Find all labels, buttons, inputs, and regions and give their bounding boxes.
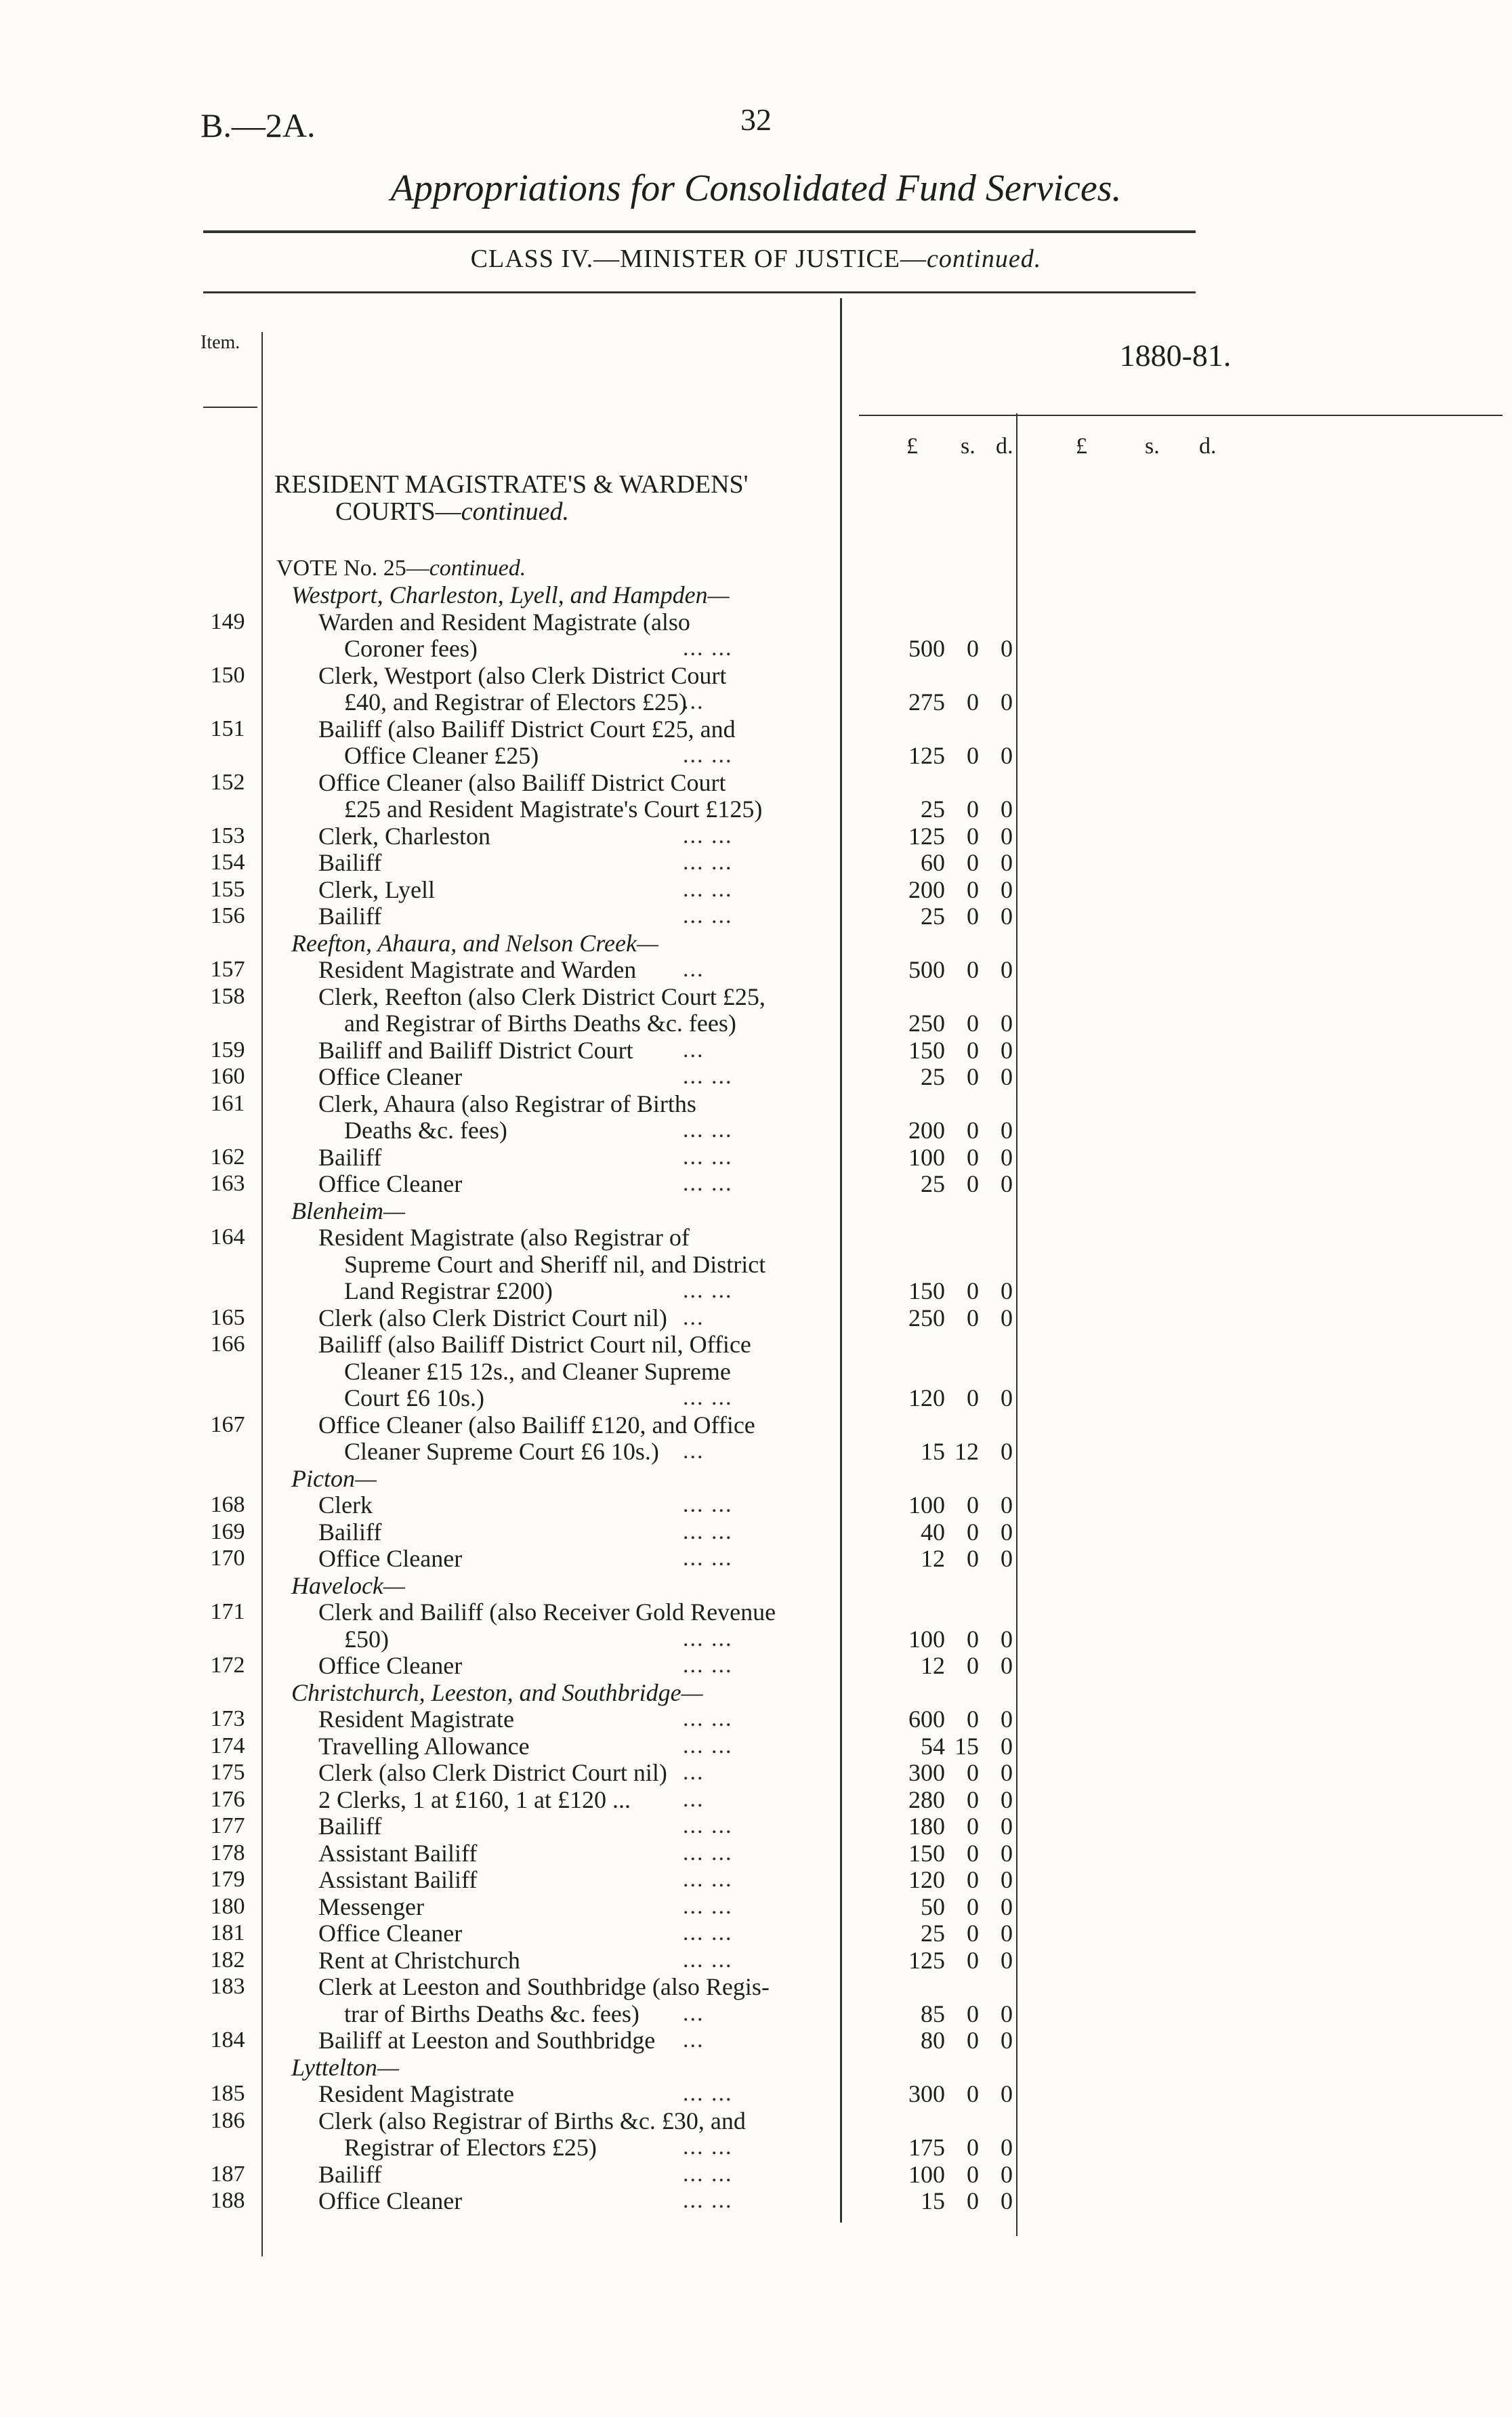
- amount-shillings: 0: [967, 1010, 979, 1037]
- amount-pence: 0: [1001, 2134, 1013, 2161]
- amount-pence: 0: [1001, 1010, 1013, 1037]
- item-description: Office Cleaner: [318, 1920, 463, 1947]
- item-description: Office Cleaner £25): [344, 742, 539, 769]
- amount-pence: 0: [1001, 1920, 1013, 1947]
- amount-pounds: 300: [908, 2080, 945, 2107]
- item-number: 156: [210, 903, 245, 928]
- leader-dots: ... ...: [683, 1519, 733, 1544]
- item-description: Clerk (also Clerk District Court nil): [318, 1304, 667, 1331]
- amount-pence: 0: [1001, 1626, 1013, 1653]
- item-number: 177: [210, 1813, 245, 1838]
- leader-dots: ... ...: [683, 1733, 733, 1758]
- item-number: 159: [210, 1037, 245, 1062]
- item-description: Clerk, Ahaura (also Registrar of Births: [318, 1090, 696, 1117]
- title-rule: [203, 230, 1196, 233]
- amount-shillings: 0: [967, 1519, 979, 1546]
- amount-pence: 0: [1001, 1144, 1013, 1171]
- item-description: Land Registrar £200): [344, 1277, 553, 1304]
- amount-pence: 0: [1001, 1384, 1013, 1411]
- item-description: Resident Magistrate: [318, 2080, 514, 2107]
- amount-pounds: 300: [908, 1759, 945, 1786]
- item-description: Office Cleaner: [318, 1063, 463, 1090]
- item-description: Resident Magistrate and Warden: [318, 956, 637, 983]
- item-description: Bailiff (also Bailiff District Court £25, and: [318, 716, 736, 743]
- amount-shillings: 0: [967, 742, 979, 769]
- amount-shillings: 0: [967, 2027, 979, 2054]
- amount-pounds: 150: [908, 1037, 945, 1064]
- amount-shillings: 0: [967, 1866, 979, 1893]
- item-number: 166: [210, 1331, 245, 1357]
- item-description: Assistant Bailiff: [318, 1840, 478, 1867]
- leader-dots: ...: [683, 689, 705, 714]
- leader-dots: ... ...: [683, 1278, 733, 1303]
- item-description: Clerk and Bailiff (also Receiver Gold Revenue: [318, 1598, 776, 1626]
- leader-dots: ... ...: [683, 2162, 733, 2187]
- item-number: 170: [210, 1546, 245, 1571]
- leader-dots: ... ...: [683, 877, 733, 902]
- class-heading: [0, 244, 1512, 274]
- amount-pence: 0: [1001, 2080, 1013, 2107]
- item-number: 183: [210, 1974, 245, 1999]
- leader-dots: ... ...: [683, 2081, 733, 2106]
- item-description: Court £6 10s.): [344, 1384, 484, 1411]
- amount-pounds: 125: [908, 1947, 945, 1974]
- item-description: trar of Births Deaths &c. fees): [344, 2000, 639, 2027]
- pound-header-1: £: [906, 434, 918, 459]
- amount-shillings: 0: [967, 2080, 979, 2107]
- amount-shillings: 0: [967, 1893, 979, 1920]
- item-description: Bailiff (also Bailiff District Court nil, Office: [318, 1331, 751, 1358]
- amount-shillings: 0: [967, 903, 979, 930]
- amount-pence: 0: [1001, 849, 1013, 876]
- item-description: Supreme Court and Sheriff nil, and District: [344, 1251, 766, 1278]
- item-description: Bailiff: [318, 1144, 382, 1171]
- item-description: £40, and Registrar of Electors £25): [344, 688, 687, 716]
- subsection-heading: Picton—: [291, 1465, 377, 1492]
- leader-dots: ... ...: [683, 1546, 733, 1571]
- section-heading-line2: [274, 498, 749, 525]
- item-description: Clerk, Reefton (also Clerk District Court £25,: [318, 983, 765, 1010]
- amount-shillings: 0: [967, 1491, 979, 1519]
- vote-heading: [276, 556, 526, 581]
- amount-pounds: 80: [921, 2027, 945, 2054]
- item-number: 167: [210, 1412, 245, 1437]
- item-number: 180: [210, 1894, 245, 1919]
- item-description: £50): [344, 1626, 389, 1653]
- amount-pence: 0: [1001, 1893, 1013, 1920]
- item-number: 165: [210, 1305, 245, 1330]
- amount-shillings: 15: [954, 1733, 979, 1760]
- amount-pence: 0: [1001, 1277, 1013, 1304]
- item-description: Bailiff: [318, 849, 382, 876]
- amount-pence: 0: [1001, 823, 1013, 850]
- item-column-header: Item.: [201, 332, 240, 353]
- item-description: Clerk (also Clerk District Court nil): [318, 1759, 667, 1786]
- amount-pence: 0: [1001, 1786, 1013, 1813]
- item-description: Bailiff and Bailiff District Court: [318, 1037, 633, 1064]
- pence-header-1: d.: [996, 434, 1013, 459]
- item-number: 162: [210, 1144, 245, 1170]
- amount-shillings: 0: [967, 1759, 979, 1786]
- amount-pence: 0: [1001, 1037, 1013, 1064]
- subsection-heading: Havelock—: [291, 1572, 405, 1599]
- pence-header-2: d.: [1199, 434, 1217, 459]
- item-description: 2 Clerks, 1 at £160, 1 at £120 ...: [318, 1786, 631, 1813]
- leader-dots: ... ...: [683, 2134, 733, 2160]
- amount-pence: 0: [1001, 1063, 1013, 1090]
- amount-pence: 0: [1001, 742, 1013, 769]
- item-description: Messenger: [318, 1893, 424, 1920]
- amount-shillings: 0: [967, 1144, 979, 1171]
- amount-pence: 0: [1001, 1706, 1013, 1733]
- item-description: Clerk, Westport (also Clerk District Court: [318, 662, 727, 689]
- amount-pounds: 100: [908, 1626, 945, 1653]
- leader-dots: ...: [683, 1037, 705, 1062]
- amount-pence: 0: [1001, 1117, 1013, 1144]
- leader-dots: ...: [683, 2027, 705, 2052]
- amount-pence: 0: [1001, 2161, 1013, 2188]
- amount-pounds: 100: [908, 1144, 945, 1171]
- amount-pounds: 500: [908, 956, 945, 983]
- amount-pounds: 54: [921, 1733, 945, 1760]
- amount-pence: 0: [1001, 1840, 1013, 1867]
- leader-dots: ... ...: [683, 823, 733, 848]
- amount-pence: 0: [1001, 903, 1013, 930]
- item-description: Clerk (also Registrar of Births &c. £30, and: [318, 2107, 746, 2134]
- amount-pence: 0: [1001, 635, 1013, 662]
- section-heading-line1: RESIDENT MAGISTRATE'S & WARDENS': [274, 470, 749, 499]
- amount-pounds: 120: [908, 1384, 945, 1411]
- section-heading: [274, 471, 749, 525]
- item-number: 185: [210, 2081, 245, 2106]
- item-description: Bailiff: [318, 1519, 382, 1546]
- amount-pence: 0: [1001, 956, 1013, 983]
- amount-shillings: 0: [967, 1947, 979, 1974]
- item-number: 158: [210, 984, 245, 1009]
- pound-header-2: £: [1076, 434, 1087, 459]
- amount-pounds: 100: [908, 1491, 945, 1519]
- leader-dots: ...: [683, 1305, 705, 1330]
- leader-dots: ...: [683, 957, 705, 982]
- amount-pence: 0: [1001, 1491, 1013, 1519]
- leader-dots: ... ...: [683, 1867, 733, 1892]
- amount-shillings: 12: [954, 1438, 979, 1465]
- item-number: 187: [210, 2162, 245, 2187]
- item-number: 161: [210, 1091, 245, 1116]
- item-number: 179: [210, 1867, 245, 1892]
- amount-pounds: 180: [908, 1813, 945, 1840]
- amount-shillings: 0: [967, 1786, 979, 1813]
- item-description: Clerk, Charleston: [318, 823, 490, 850]
- item-number: 169: [210, 1519, 245, 1544]
- amount-pence: 0: [1001, 1813, 1013, 1840]
- amount-pounds: 15: [921, 1438, 945, 1465]
- item-description: Warden and Resident Magistrate (also: [318, 608, 690, 636]
- item-number: 168: [210, 1492, 245, 1517]
- subsection-heading: Lyttelton—: [291, 2054, 399, 2081]
- amount-pounds: 25: [921, 1063, 945, 1090]
- amount-pence: 0: [1001, 1170, 1013, 1197]
- amount-pounds: 125: [908, 823, 945, 850]
- amount-pounds: 100: [908, 2161, 945, 2188]
- item-number: 176: [210, 1787, 245, 1812]
- amount-pounds: 280: [908, 1786, 945, 1813]
- amount-pence: 0: [1001, 796, 1013, 823]
- item-number: 153: [210, 823, 245, 848]
- leader-dots: ... ...: [683, 2188, 733, 2213]
- item-description: Bailiff: [318, 1813, 382, 1840]
- amount-shillings: 0: [967, 1170, 979, 1197]
- amount-shillings: 0: [967, 1063, 979, 1090]
- item-number: 171: [210, 1599, 245, 1624]
- item-description: Clerk: [318, 1491, 373, 1519]
- amount-pence: 0: [1001, 1866, 1013, 1893]
- item-description: Bailiff at Leeston and Southbridge: [318, 2027, 656, 2054]
- amount-shillings: 0: [967, 1652, 979, 1679]
- leader-dots: ... ...: [683, 1117, 733, 1142]
- amount-pounds: 600: [908, 1706, 945, 1733]
- shilling-header-1: s.: [961, 434, 975, 459]
- amount-pounds: 150: [908, 1277, 945, 1304]
- amount-pounds: 120: [908, 1866, 945, 1893]
- item-number: 184: [210, 2027, 245, 2052]
- amount-pounds: 250: [908, 1010, 945, 1037]
- amount-shillings: 0: [967, 1304, 979, 1331]
- amount-pence: 0: [1001, 1438, 1013, 1465]
- item-description: Cleaner £15 12s., and Cleaner Supreme: [344, 1358, 731, 1385]
- item-number: 150: [210, 663, 245, 688]
- amount-shillings: 0: [967, 849, 979, 876]
- leader-dots: ... ...: [683, 743, 733, 768]
- page-title: Appropriations for Consolidated Fund Services.: [390, 167, 1122, 209]
- amount-shillings: 0: [967, 635, 979, 662]
- item-description: Office Cleaner (also Bailiff £120, and Office: [318, 1411, 755, 1439]
- amount-shillings: 0: [967, 2187, 979, 2214]
- item-number: 152: [210, 770, 245, 795]
- amount-pence: 0: [1001, 1759, 1013, 1786]
- item-description: Resident Magistrate: [318, 1706, 514, 1733]
- amount-pounds: 125: [908, 742, 945, 769]
- leader-dots: ... ...: [683, 903, 733, 928]
- amount-pounds: 12: [921, 1652, 945, 1679]
- leader-dots: ... ...: [683, 1947, 733, 1972]
- amount-pounds: 25: [921, 796, 945, 823]
- leader-dots: ... ...: [683, 1385, 733, 1410]
- amount-shillings: 0: [967, 1277, 979, 1304]
- item-description: Rent at Christchurch: [318, 1947, 520, 1974]
- amount-pence: 0: [1001, 1519, 1013, 1546]
- amount-pounds: 40: [921, 1519, 945, 1546]
- item-description: Clerk, Lyell: [318, 876, 435, 903]
- amount-shillings: 0: [967, 1626, 979, 1653]
- item-number: 188: [210, 2188, 245, 2213]
- item-description: Bailiff: [318, 903, 382, 930]
- amount-shillings: 0: [967, 2134, 979, 2161]
- amount-pounds: 200: [908, 1117, 945, 1144]
- item-description: Office Cleaner: [318, 2187, 463, 2214]
- class-rule: [203, 291, 1196, 293]
- amount-shillings: 0: [967, 823, 979, 850]
- amount-pence: 0: [1001, 1733, 1013, 1760]
- item-description: £25 and Resident Magistrate's Court £125): [344, 796, 763, 823]
- amount-pence: 0: [1001, 688, 1013, 716]
- document-reference: B.—2A.: [201, 106, 316, 144]
- item-number: 149: [210, 609, 245, 634]
- amount-pence: 0: [1001, 2000, 1013, 2027]
- amount-shillings: 0: [967, 1840, 979, 1867]
- item-number: 178: [210, 1840, 245, 1865]
- item-header-rule: [203, 407, 257, 408]
- amount-pounds: 85: [921, 2000, 945, 2027]
- amount-pounds: 50: [921, 1893, 945, 1920]
- item-description: Travelling Allowance: [318, 1733, 530, 1760]
- item-column-divider: [261, 332, 263, 2256]
- leader-dots: ... ...: [683, 1144, 733, 1170]
- leader-dots: ... ...: [683, 1813, 733, 1838]
- item-description: Assistant Bailiff: [318, 1866, 478, 1893]
- amount-shillings: 0: [967, 2161, 979, 2188]
- amount-shillings: 0: [967, 1117, 979, 1144]
- subsection-heading: Westport, Charleston, Lyell, and Hampden—: [291, 581, 730, 608]
- amount-shillings: 0: [967, 2000, 979, 2027]
- page-number: 32: [740, 102, 772, 137]
- amount-pence: 0: [1001, 2187, 1013, 2214]
- item-description: Office Cleaner: [318, 1652, 463, 1679]
- leader-dots: ... ...: [683, 1706, 733, 1731]
- amount-pence: 0: [1001, 876, 1013, 903]
- amount-pence: 0: [1001, 1545, 1013, 1572]
- leader-dots: ... ...: [683, 1894, 733, 1919]
- item-description: Office Cleaner: [318, 1545, 463, 1572]
- amount-shillings: 0: [967, 1037, 979, 1064]
- subsection-heading: Christchurch, Leeston, and Southbridge—: [291, 1679, 703, 1706]
- item-number: 182: [210, 1947, 245, 1972]
- item-number: 174: [210, 1733, 245, 1758]
- amount-pounds: 500: [908, 635, 945, 662]
- item-number: 155: [210, 877, 245, 902]
- section-heading-line2-main: COURTS—: [335, 497, 461, 526]
- vote-heading-main: VOTE No. 25—: [276, 556, 429, 581]
- item-number: 160: [210, 1064, 245, 1089]
- vote-heading-continued: continued.: [429, 556, 526, 581]
- subsection-heading: Reefton, Ahaura, and Nelson Creek—: [291, 930, 658, 957]
- amount-pounds: 175: [908, 2134, 945, 2161]
- item-number: 151: [210, 716, 245, 741]
- leader-dots: ... ...: [683, 1626, 733, 1651]
- item-number: 186: [210, 2108, 245, 2133]
- amount-pounds: 200: [908, 876, 945, 903]
- leader-dots: ... ...: [683, 1840, 733, 1865]
- amount-pence: 0: [1001, 1947, 1013, 1974]
- leader-dots: ...: [683, 1439, 705, 1464]
- amount-pounds: 275: [908, 688, 945, 716]
- amount-shillings: 0: [967, 1384, 979, 1411]
- leader-dots: ...: [683, 2001, 705, 2026]
- leader-dots: ...: [683, 1760, 705, 1785]
- amount-pounds: 25: [921, 1170, 945, 1197]
- amount-pounds: 12: [921, 1545, 945, 1572]
- item-description: and Registrar of Births Deaths &c. fees): [344, 1010, 736, 1037]
- leader-dots: ... ...: [683, 1492, 733, 1517]
- amount-shillings: 0: [967, 1545, 979, 1572]
- item-number: 164: [210, 1224, 245, 1249]
- leader-dots: ...: [683, 1787, 705, 1812]
- item-number: 173: [210, 1706, 245, 1731]
- amount-shillings: 0: [967, 1706, 979, 1733]
- item-number: 154: [210, 850, 245, 875]
- class-heading-continued: continued.: [926, 245, 1042, 273]
- item-description: Coroner fees): [344, 635, 478, 662]
- item-number: 175: [210, 1760, 245, 1785]
- item-description: Office Cleaner: [318, 1170, 463, 1197]
- item-number: 163: [210, 1171, 245, 1196]
- amount-pounds: 250: [908, 1304, 945, 1331]
- item-description: Resident Magistrate (also Registrar of: [318, 1224, 690, 1251]
- item-description: Office Cleaner (also Bailiff District Court: [318, 769, 726, 796]
- shilling-header-2: s.: [1145, 434, 1160, 459]
- section-heading-continued: continued.: [461, 497, 569, 526]
- leader-dots: ... ...: [683, 1064, 733, 1089]
- leader-dots: ... ...: [683, 1920, 733, 1945]
- item-description: Cleaner Supreme Court £6 10s.): [344, 1438, 659, 1465]
- year-heading: 1880-81.: [1119, 338, 1232, 373]
- first-amount-divider: [1016, 413, 1017, 2236]
- item-number: 181: [210, 1920, 245, 1945]
- year-underline: [859, 415, 1503, 416]
- amount-shillings: 0: [967, 1920, 979, 1947]
- amount-pounds: 25: [921, 903, 945, 930]
- leader-dots: ... ...: [683, 850, 733, 875]
- item-description: Registrar of Electors £25): [344, 2134, 597, 2161]
- item-number: 157: [210, 957, 245, 982]
- leader-dots: ... ...: [683, 636, 733, 661]
- amount-shillings: 0: [967, 876, 979, 903]
- item-description: Deaths &c. fees): [344, 1117, 507, 1144]
- amount-shillings: 0: [967, 688, 979, 716]
- class-heading-main: CLASS IV.—MINISTER OF JUSTICE—: [470, 245, 927, 273]
- amount-pence: 0: [1001, 1652, 1013, 1679]
- amount-pounds: 25: [921, 1920, 945, 1947]
- leader-dots: ... ...: [683, 1653, 733, 1678]
- item-description: Bailiff: [318, 2161, 382, 2188]
- leader-dots: ... ...: [683, 1171, 733, 1196]
- amount-pounds: 60: [921, 849, 945, 876]
- amount-shillings: 0: [967, 796, 979, 823]
- amount-pence: 0: [1001, 1304, 1013, 1331]
- amount-pence: 0: [1001, 2027, 1013, 2054]
- amount-pounds: 15: [921, 2187, 945, 2214]
- amount-shillings: 0: [967, 1813, 979, 1840]
- amount-pounds: 150: [908, 1840, 945, 1867]
- amount-column-divider: [840, 298, 842, 2223]
- item-number: 172: [210, 1653, 245, 1678]
- amount-shillings: 0: [967, 956, 979, 983]
- item-description: Clerk at Leeston and Southbridge (also Regis-: [318, 1973, 770, 2000]
- subsection-heading: Blenheim—: [291, 1197, 405, 1224]
